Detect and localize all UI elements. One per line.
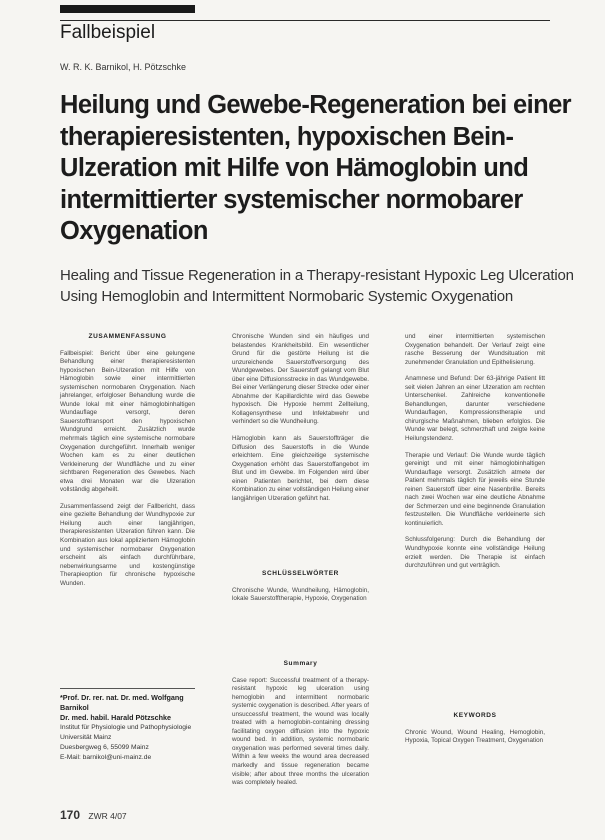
body-paragraph: Chronische Wunden sind ein häufiges und belastendes Krankheitsbild. Ein wesentlicher Grund für die gestörte Heilung ist die unzureichende Sauerstoffversorgung des Wundgewebes. Der Sauerstoff gelangt vom Blut über eine Diffusionsstrecke in das Wundgewebe. Bei einer Verlängerung dieser Strecke oder einer Abnahme der Kapillardichte wird das Gewebe hypoxisch. Die Hypoxie hemmt Zellteilung, Kollagensynthese und Infektabwehr und verhindert so die Wundheilung. bbox=[232, 333, 369, 426]
author-name: *Prof. Dr. rer. nat. Dr. med. Wolfgang Barnikol bbox=[60, 693, 184, 712]
address: Duesbergweg 6, 55099 Mainz bbox=[60, 744, 149, 751]
keywords-en-text: Chronic Wound, Wound Healing, Hemoglobin, Hypoxia, Topical Oxygen Treatment, Oxygenation bbox=[405, 728, 545, 745]
zusammenfassung-heading: ZUSAMMENFASSUNG bbox=[88, 333, 167, 340]
abstract-paragraph: Zusammenfassend zeigt der Fallbericht, dass eine gezielte Behandlung der Wundhypoxie zur Heilung auch einer langjährigen, therapieresistenten Ulzeration führen kann. Die Kombination aus lokal appliziertem Hämoglobin und systemischer normobarer Oxygenation erscheint als einfach durchführbare, nebenwirkungsarme und kostengünstige Therapieoption für chronische hypoxische Wunden. bbox=[60, 502, 195, 587]
page-number: 170 bbox=[60, 808, 81, 822]
article-subtitle: Healing and Tissue Regeneration in a Therapy-resistant Hypoxic Leg Ulceration Using Hemoglobin and Intermittent Normobaric Systemic Oxygenation bbox=[60, 267, 574, 305]
summary-text: Case report: Successful treatment of a therapy-resistant hypoxic leg ulceration using hemoglobin and intermittent normobaric systemic oxygenation is described. After years of unsuccessful treatment, the wound was locally treated with a hemoglobin-containing dressing facilitating oxygen diffusion into the hypoxic wound bed. In addition, systemic normobaric oxygenation was performed several times daily. Within a few weeks the wound area decreased markedly and tissue regeneration became visible; after about three months the ulceration was completely healed. bbox=[232, 676, 369, 787]
abstract-paragraph: Fallbeispiel: Bericht über eine gelungene Behandlung einer therapieresistenten hypoxischen Bein-Ulzeration mit Hilfe von Hämoglobin sowie einer intermittierten systemischen normobaren Oxygenation. Nach jahrelanger, erfolgloser Behandlung wurde die Wunde lokal mit einer hämoglobinhaltigen Wundauflage versorgt, deren Sauerstofftransport den hypoxischen Wundgrund erreicht. Zusätzlich wurde mehrmals täglich eine systemische normobare Oxygenation durchgeführt. Innerhalb weniger Wochen kam es zu einer deutlichen Verkleinerung der Wundfläche und zu einer sichtbaren Regeneration des Gewebes. Nach etwa drei Monaten war die Ulzeration vollständig abgeheilt. bbox=[60, 349, 195, 494]
keywords-de-block bbox=[232, 570, 369, 612]
institute: Universität Mainz bbox=[60, 734, 112, 741]
author-affiliation bbox=[60, 688, 200, 763]
abstract-column bbox=[60, 333, 195, 596]
body-paragraph: Hämoglobin kann als Sauerstoffträger die Diffusion des Sauerstoffs in die Wunde erleichtern. Eine gleichzeitige systemische Oxygenation erhöht das Sauerstoffangebot im Blut und im Gewebe. Im Folgenden wird über einen Patienten berichtet, bei dem diese Kombination zu einer vollständigen Heilung einer langjährigen Ulzeration geführt hat. bbox=[232, 435, 369, 502]
affiliation-rule bbox=[60, 688, 195, 689]
authors: W. R. K. Barnikol, H. Pötzschke bbox=[60, 62, 187, 72]
summary-heading: Summary bbox=[283, 660, 318, 667]
body-paragraph: und einer intermittierten systemischen Oxygenation behandelt. Der Verlauf zeigt eine rasche Besserung der Wundsituation mit zunehmender Granulation und Epithelisierung. bbox=[405, 333, 545, 366]
body-paragraph: Anamnese und Befund: Der 63-jährige Patient litt seit vielen Jahren an einer Ulzeration am rechten Unterschenkel. Zahlreiche konventionelle Behandlungen, darunter verschiedene Wundauflagen, Kompressionstherapie und chirurgische Maßnahmen, blieben erfolglos. Die Wunde war belegt, schmerzhaft und zeigte keine Heilungstendenz. bbox=[405, 375, 545, 443]
institute: Institut für Physiologie und Pathophysiologie bbox=[60, 724, 192, 731]
schluesselwoerter-heading: SCHLÜSSELWÖRTER bbox=[262, 570, 339, 577]
section-label: Fallbeispiel bbox=[60, 22, 156, 43]
author-name: Dr. med. habil. Harald Pötzschke bbox=[60, 713, 172, 722]
summary-block bbox=[232, 660, 369, 796]
intro-column bbox=[232, 333, 369, 511]
keywords-en-block bbox=[405, 712, 545, 754]
journal-ref: ZWR 4/07 bbox=[88, 811, 127, 821]
header-bar bbox=[60, 5, 195, 13]
body-paragraph: Therapie und Verlauf: Die Wunde wurde täglich gereinigt und mit einer hämoglobinhaltigen Wundauflage versorgt. Zusätzlich atmete der Patient mehrmals täglich für jeweils eine Stunde reinen Sauerstoff über eine Nasenbrille. Bereits nach zwei Wochen war eine deutliche Abnahme der Schmerzen und eine beginnende Granulation festzustellen. Die Wundfläche verkleinerte sich kontinuierlich. bbox=[405, 451, 545, 527]
body-paragraph: Schlussfolgerung: Durch die Behandlung der Wundhypoxie konnte eine vollständige Heilung erzielt werden. Die Therapie ist einfach durchzuführen und gut verträglich. bbox=[405, 536, 545, 570]
header-rule bbox=[60, 20, 550, 21]
page-footer bbox=[60, 808, 127, 822]
article-title: Heilung und Gewebe-Regeneration bei einer therapieresistenten, hypoxischen Bein-Ulzeration mit Hilfe von Hämoglobin und intermittierter systemischer normobarer Oxygenation bbox=[60, 91, 571, 245]
keywords-de-text: Chronische Wunde, Wundheilung, Hämoglobin, lokale Sauerstofftherapie, Hypoxie, Oxygenation bbox=[232, 586, 369, 603]
body-column bbox=[405, 333, 545, 579]
email: E-Mail: barnikol@uni-mainz.de bbox=[60, 754, 152, 761]
keywords-heading: KEYWORDS bbox=[453, 712, 497, 719]
